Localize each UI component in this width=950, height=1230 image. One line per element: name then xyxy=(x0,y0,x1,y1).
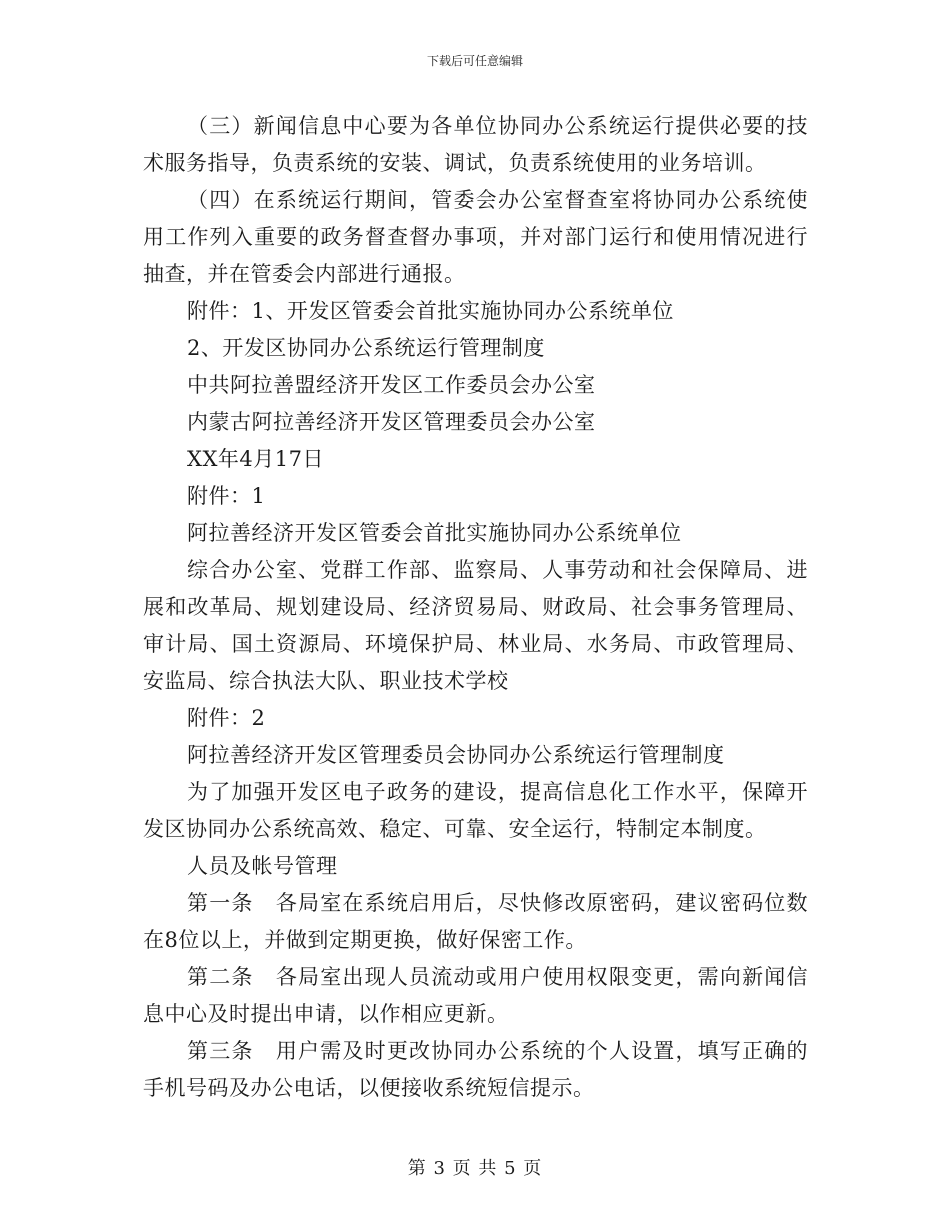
section-heading-accounts: 人员及帐号管理 xyxy=(187,854,338,878)
document-body xyxy=(143,108,808,1107)
paragraph-section-4: （四）在系统运行期间，管委会办公室督查室将协同办公系统使用工作列入重要的政务督查督办事项，并对部门运行和使用情况进行抽查，并在管委会内部进行通报。 xyxy=(143,188,808,286)
regulation-preamble: 为了加强开发区电子政务的建设，提高信息化工作水平，保障开发区协同办公系统高效、稳定、可靠、安全运行，特制定本制度。 xyxy=(143,780,808,841)
issuer-line-2: 内蒙古阿拉善经济开发区管理委员会办公室 xyxy=(187,410,596,434)
article-3: 第三条 用户需及时更改协同办公系统的个人设置，填写正确的手机号码及办公电话，以便接收系统短信提示。 xyxy=(143,1039,808,1100)
article-2: 第二条 各局室出现人员流动或用户使用权限变更，需向新闻信息中心及时提出申请，以作相应更新。 xyxy=(143,965,808,1026)
page-number-footer: 第 3 页 共 5 页 xyxy=(407,1158,543,1179)
issuer-line-1: 中共阿拉善盟经济开发区工作委员会办公室 xyxy=(187,373,596,397)
attachment-2-label: 附件：2 xyxy=(187,706,266,730)
attachment-1-title: 阿拉善经济开发区管委会首批实施协同办公系统单位 xyxy=(187,521,682,545)
page-header: 下载后可任意编辑 xyxy=(426,54,523,68)
attachment-1-label: 附件：1 xyxy=(187,484,266,508)
article-1: 第一条 各局室在系统启用后，尽快修改原密码，建议密码位数在8位以上，并做到定期更换，做好保密工作。 xyxy=(143,891,808,952)
attachment-2-title: 阿拉善经济开发区管理委员会协同办公系统运行管理制度 xyxy=(187,743,725,767)
attachment-1-unit-list: 综合办公室、党群工作部、监察局、人事劳动和社会保障局、进展和改革局、规划建设局、经济贸易局、财政局、社会事务管理局、审计局、国土资源局、环境保护局、林业局、水务局、市政管理局、安监局、综合执法大队、职业技术学校 xyxy=(143,558,808,693)
attachment-list-item-1: 附件：1、开发区管委会首批实施协同办公系统单位 xyxy=(187,299,674,323)
issue-date: XX年4月17日 xyxy=(187,447,324,471)
paragraph-section-3: （三）新闻信息中心要为各单位协同办公系统运行提供必要的技术服务指导，负责系统的安装、调试，负责系统使用的业务培训。 xyxy=(143,114,808,175)
attachment-list-item-2: 2、开发区协同办公系统运行管理制度 xyxy=(187,336,545,360)
